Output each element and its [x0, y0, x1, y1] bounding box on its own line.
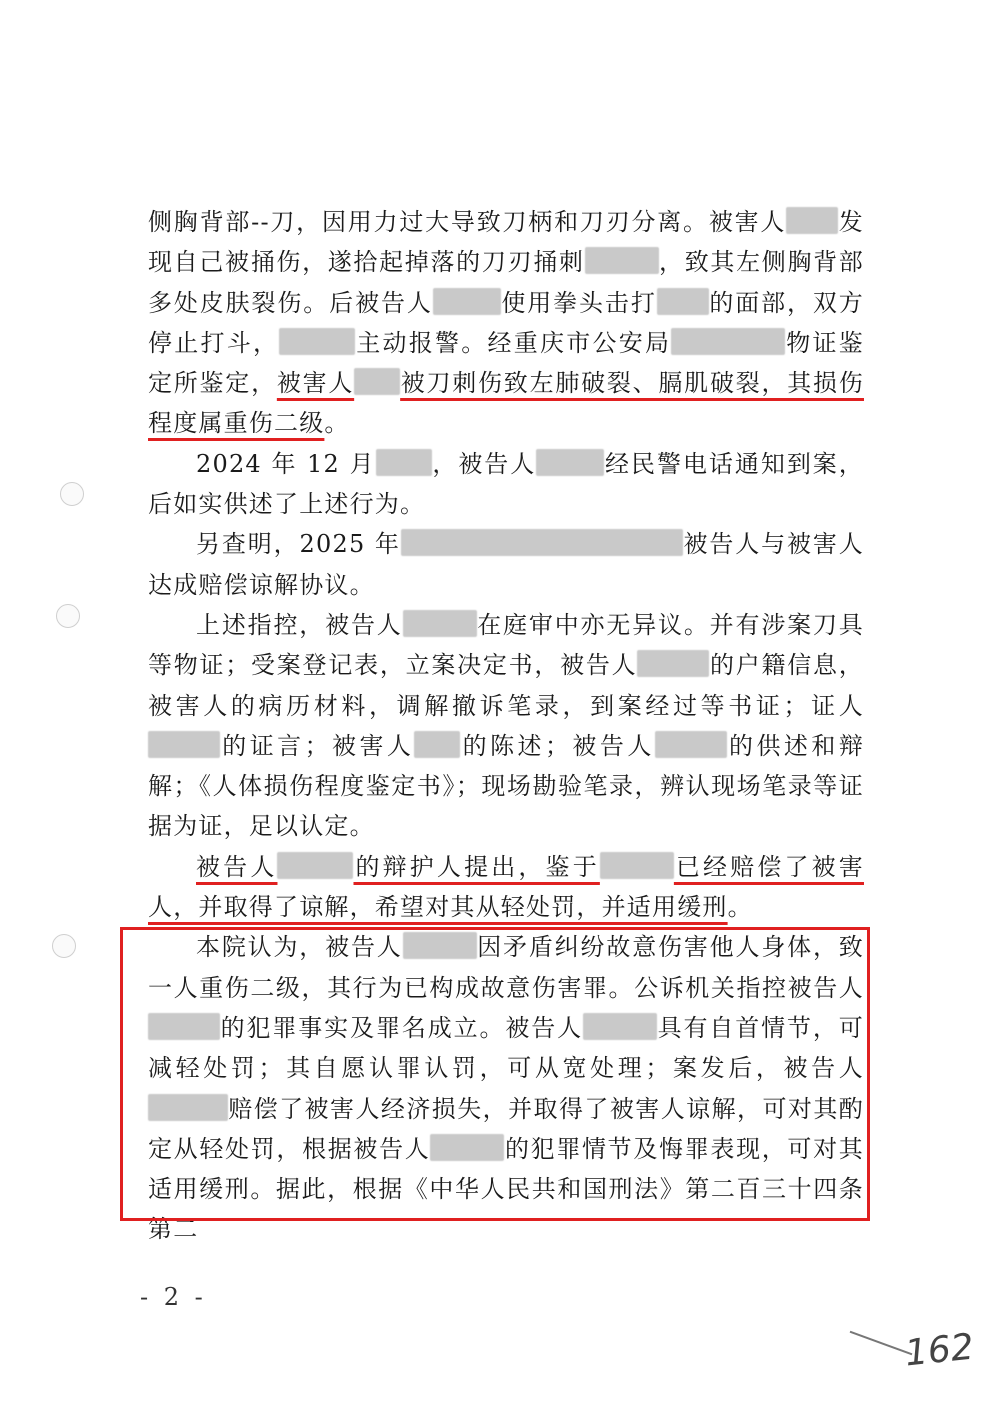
redacted-name: [401, 529, 683, 556]
redacted-name: [786, 207, 838, 234]
text-segment: 具有自首情节，可减轻处罚；其自愿认罪认罚，可从宽处理；案发后，被告人: [148, 1013, 864, 1083]
page-number: - 2 -: [140, 1283, 207, 1311]
text-segment: 因矛盾纠纷故意伤害他人身体，致一人重伤二级，其行为已构成故意伤害罪。公诉机关指控被告人: [148, 933, 864, 1002]
text-segment: 经民警电话通知到案，后如实供述了上述行为。: [148, 449, 864, 519]
redacted-name: [354, 368, 400, 395]
text-segment: 。: [727, 893, 753, 922]
text-segment: 。: [324, 409, 350, 438]
underlined-text: 被刀刺伤致左肺破裂、膈肌破裂，其损伤程度属重伤二级: [148, 369, 864, 438]
paragraph: [148, 202, 864, 444]
paragraph: [148, 605, 864, 847]
redacted-name: [637, 650, 709, 677]
text-segment: 的证言；被害人: [220, 731, 415, 760]
text-segment: 的犯罪事实及罪名成立。被告人: [220, 1013, 583, 1042]
text-segment: ，被告人: [431, 449, 537, 478]
text-segment: 赔偿了被害人经济损失，并取得了被害人谅解，可对其酌定从轻处罚，根据被告人: [148, 1094, 864, 1163]
handwritten-page-mark: 162: [903, 1326, 976, 1375]
text-segment: 的陈述；被告人: [460, 731, 655, 760]
paragraph: [148, 444, 864, 525]
text-segment: 的供述和辩解；《人体损伤程度鉴定书》；现场勘验笔录，辨认现场笔录等证据为证，足以认定。: [148, 731, 865, 841]
underlined-text: 已经赔偿了被害人，并取得了谅解，希望对其从轻处罚，并适用缓刑: [148, 852, 864, 922]
redacted-name: [657, 288, 709, 315]
underlined-text: 被告人: [196, 852, 278, 881]
text-segment: 发现自己被捅伤，遂拾起掉落的刀刃捅刺: [148, 208, 864, 277]
redacted-name: [536, 449, 604, 476]
text-segment: 另查明，2025 年: [196, 530, 401, 559]
redacted-name: [585, 247, 659, 274]
redacted-name: [600, 852, 674, 879]
underlined-text: 被害人: [276, 369, 355, 398]
text-segment: 本院认为，被告人: [196, 933, 403, 962]
text-segment: 使用拳头击打: [500, 288, 657, 317]
redacted-name: [414, 731, 460, 758]
paragraph: [148, 524, 864, 605]
text-segment: 侧胸背部--刀，因用力过大导致刀柄和刀刃分离。被害人: [148, 208, 787, 236]
text-segment: 的户籍信息，被害人的病历材料，调解撤诉笔录，到案经过等书证；证人: [148, 651, 864, 720]
text-segment: 物证鉴定所鉴定，: [148, 328, 864, 398]
binding-hole: [56, 604, 80, 628]
redacted-name: [403, 610, 477, 637]
redacted-name: [148, 731, 220, 758]
text-segment: 的犯罪情节及悔罪表现，可对其适用缓刑。据此，根据《中华人民共和国刑法》第二百三十四条第二: [148, 1134, 864, 1244]
redacted-name: [671, 328, 785, 355]
highlight-box: [120, 927, 870, 1221]
text-segment: 的面部，双方停止打斗，: [148, 288, 865, 357]
redacted-name: [277, 852, 353, 879]
binding-hole: [52, 934, 76, 958]
redacted-name: [279, 328, 355, 355]
text-segment: 2024 年 12 月: [196, 449, 376, 478]
redacted-name: [433, 288, 501, 315]
text-segment: 被告人与被害人达成赔偿谅解协议。: [148, 530, 864, 599]
underlined-text: 的辩护人提出，鉴于: [353, 852, 600, 881]
paragraph: [148, 847, 864, 928]
text-segment: 在庭审中亦无异议。并有涉案刀具等物证；受案登记表，立案决定书，被告人: [148, 610, 864, 680]
text-segment: 主动报警。经重庆市公安局: [355, 328, 672, 357]
redacted-name: [376, 449, 432, 476]
redacted-name: [655, 731, 727, 758]
binding-hole: [60, 482, 84, 506]
text-segment: ，致其左侧胸背部多处皮肤裂伤。后被告人: [148, 248, 864, 317]
text-segment: 上述指控，被告人: [196, 610, 403, 639]
